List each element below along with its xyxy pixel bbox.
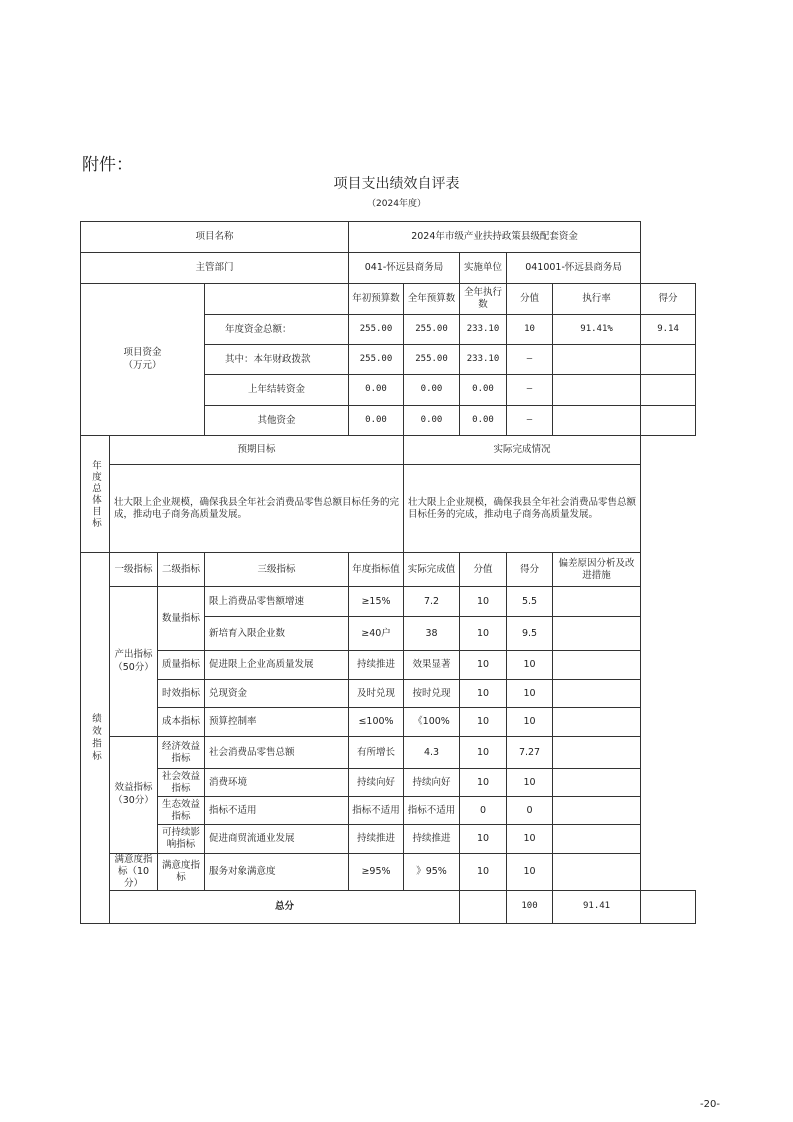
indicator-deviation: [553, 680, 641, 708]
actual-goal-header: 实际完成情况: [404, 436, 641, 465]
indicator-score: 10: [507, 651, 553, 680]
perf-header-l3: 三级指标: [205, 553, 349, 587]
funds-row-label: 其中：本年财政拨款: [205, 345, 349, 375]
funds-row-rate: 91.41%: [553, 315, 641, 345]
indicator-target: 持续推进: [349, 825, 404, 854]
indicator-score: 0: [507, 797, 553, 825]
indicator-value: 10: [460, 680, 507, 708]
level2-social: 社会效益指标: [158, 769, 205, 797]
perf-header-value: 分值: [460, 553, 507, 587]
page-title: 项目支出绩效自评表: [333, 176, 460, 192]
perf-header-l1: 一级指标: [110, 553, 158, 587]
indicator-target: 持续推进: [349, 651, 404, 680]
funds-row-annual: 255.00: [404, 345, 460, 375]
page-number: -20-: [700, 1099, 720, 1110]
indicator-name: 社会消费品零售总额: [205, 737, 349, 769]
indicator-value: 10: [460, 825, 507, 854]
funds-row-exec: 233.10: [460, 315, 507, 345]
funds-row-label: 上年结转资金: [205, 375, 349, 406]
funds-header-exec: 全年执行数: [460, 284, 507, 315]
indicator-name: 新培育入限企业数: [205, 617, 349, 651]
indicator-name: 促进商贸流通业发展: [205, 825, 349, 854]
funds-row-value: 10: [507, 315, 553, 345]
funds-header-score: 得分: [641, 284, 696, 315]
level2-sustainable: 可持续影响指标: [158, 825, 205, 854]
funds-row-label: 年度资金总额：: [205, 315, 349, 345]
indicator-score: 10: [507, 769, 553, 797]
indicator-score: 10: [507, 680, 553, 708]
indicator-name: 指标不适用: [205, 797, 349, 825]
funds-row-init: 0.00: [349, 375, 404, 406]
funds-row-init: 255.00: [349, 345, 404, 375]
indicator-actual: 按时兑现: [404, 680, 460, 708]
actual-goal-text: 壮大限上企业规模，确保我县全年社会消费品零售总额目标任务的完成，推动电子商务高质量发展。: [404, 465, 641, 553]
unit-value: 041001-怀远县商务局: [507, 253, 641, 284]
indicator-deviation: [553, 825, 641, 854]
funds-row-score: [641, 406, 696, 436]
indicator-score: 5.5: [507, 587, 553, 617]
funds-header-blank: [205, 284, 349, 315]
level2-economic: 经济效益指标: [158, 737, 205, 769]
funds-row-value: —: [507, 406, 553, 436]
level1-benefit: 效益指标 （30分）: [110, 737, 158, 854]
indicator-deviation: [553, 797, 641, 825]
indicator-value: 0: [460, 797, 507, 825]
funds-row-score: 9.14: [641, 315, 696, 345]
total-deviation: [641, 890, 696, 923]
indicator-deviation: [553, 617, 641, 651]
funds-row-exec: 0.00: [460, 375, 507, 406]
indicator-actual: 4.3: [404, 737, 460, 769]
perf-header-score: 得分: [507, 553, 553, 587]
indicator-deviation: [553, 769, 641, 797]
funds-row-label: 其他资金: [205, 406, 349, 436]
indicator-target: 及时兑现: [349, 680, 404, 708]
funds-row-annual: 0.00: [404, 375, 460, 406]
total-score: 91.41: [553, 890, 641, 923]
funds-row-value: —: [507, 375, 553, 406]
expected-goal-text: 壮大限上企业规模，确保我县全年社会消费品零售总额目标任务的完成，推动电子商务高质量发展。: [110, 465, 404, 553]
dept-label: 主管部门: [81, 253, 349, 284]
level2-satisfaction: 满意度指标: [158, 854, 205, 891]
perf-side-label: 绩效指标: [81, 553, 110, 924]
project-name: 2024年市级产业扶持政策县级配套资金: [349, 222, 641, 253]
indicator-actual: 持续推进: [404, 825, 460, 854]
funds-row-rate: [553, 375, 641, 406]
indicator-value: 10: [460, 617, 507, 651]
indicator-actual: 《100%: [404, 708, 460, 737]
goals-side-label: 年度总体目标: [81, 436, 110, 553]
indicator-actual: 效果显著: [404, 651, 460, 680]
attachment-label: 附件：: [82, 155, 133, 175]
indicator-deviation: [553, 587, 641, 617]
indicator-deviation: [553, 708, 641, 737]
funds-row-rate: [553, 406, 641, 436]
indicator-score: 7.27: [507, 737, 553, 769]
funds-header-annual: 全年预算数: [404, 284, 460, 315]
funds-row-value: —: [507, 345, 553, 375]
performance-table: [80, 221, 696, 924]
funds-row-exec: 0.00: [460, 406, 507, 436]
total-label: 总分: [110, 890, 460, 923]
total-value: 100: [507, 890, 553, 923]
project-name-label: 项目名称: [81, 222, 349, 253]
indicator-name: 服务对象满意度: [205, 854, 349, 891]
funds-row-exec: 233.10: [460, 345, 507, 375]
level2-ecological: 生态效益指标: [158, 797, 205, 825]
dept-value: 041-怀远县商务局: [349, 253, 460, 284]
funds-row-score: [641, 345, 696, 375]
indicator-score: 9.5: [507, 617, 553, 651]
funds-row-init: 0.00: [349, 406, 404, 436]
indicator-target: ≥40户: [349, 617, 404, 651]
indicator-value: 10: [460, 737, 507, 769]
indicator-name: 兑现资金: [205, 680, 349, 708]
perf-header-l2: 二级指标: [158, 553, 205, 587]
funds-header-rate: 执行率: [553, 284, 641, 315]
indicator-value: 10: [460, 587, 507, 617]
indicator-name: 促进限上企业高质量发展: [205, 651, 349, 680]
indicator-name: 限上消费品零售额增速: [205, 587, 349, 617]
indicator-target: 有所增长: [349, 737, 404, 769]
funds-header-init: 年初预算数: [349, 284, 404, 315]
indicator-deviation: [553, 651, 641, 680]
funds-row-rate: [553, 345, 641, 375]
funds-row-annual: 255.00: [404, 315, 460, 345]
indicator-actual: 7.2: [404, 587, 460, 617]
indicator-target: 指标不适用: [349, 797, 404, 825]
level2-quality: 质量指标: [158, 651, 205, 680]
indicator-value: 10: [460, 769, 507, 797]
indicator-actual: 指标不适用: [404, 797, 460, 825]
funds-row-annual: 0.00: [404, 406, 460, 436]
level2-cost: 成本指标: [158, 708, 205, 737]
indicator-target: ≤100%: [349, 708, 404, 737]
indicator-deviation: [553, 737, 641, 769]
level2-quantity: 数量指标: [158, 587, 205, 651]
indicator-score: 10: [507, 854, 553, 891]
indicator-name: 预算控制率: [205, 708, 349, 737]
indicator-target: 持续向好: [349, 769, 404, 797]
total-blank: [460, 890, 507, 923]
perf-header-actual: 实际完成值: [404, 553, 460, 587]
funds-row-score: [641, 375, 696, 406]
funds-row-init: 255.00: [349, 315, 404, 345]
perf-header-target: 年度指标值: [349, 553, 404, 587]
perf-header-deviation: 偏差原因分析及改进措施: [553, 553, 641, 587]
indicator-value: 10: [460, 651, 507, 680]
expected-goal-header: 预期目标: [110, 436, 404, 465]
level2-timeliness: 时效指标: [158, 680, 205, 708]
funds-header-value: 分值: [507, 284, 553, 315]
indicator-target: ≥95%: [349, 854, 404, 891]
funds-label: 项目资金 （万元）: [81, 284, 205, 436]
indicator-name: 消费环境: [205, 769, 349, 797]
level1-output: 产出指标 （50分）: [110, 587, 158, 737]
page-subtitle: （2024年度）: [367, 199, 426, 209]
indicator-actual: 持续向好: [404, 769, 460, 797]
indicator-value: 10: [460, 708, 507, 737]
indicator-score: 10: [507, 825, 553, 854]
indicator-actual: 38: [404, 617, 460, 651]
unit-label: 实施单位: [460, 253, 507, 284]
indicator-score: 10: [507, 708, 553, 737]
level1-satisfaction: 满意度指标（10分）: [110, 854, 158, 891]
indicator-deviation: [553, 854, 641, 891]
indicator-value: 10: [460, 854, 507, 891]
indicator-actual: 》95%: [404, 854, 460, 891]
indicator-target: ≥15%: [349, 587, 404, 617]
